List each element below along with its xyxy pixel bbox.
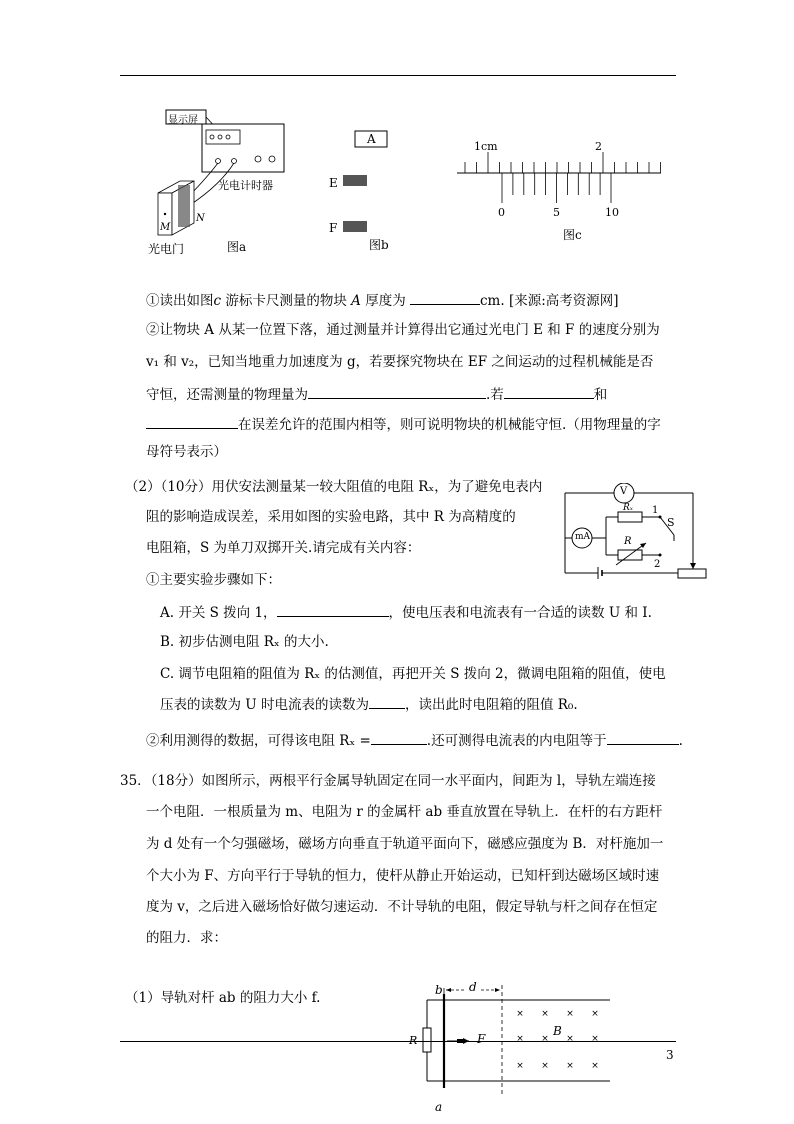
main-scale-2: 2	[595, 140, 602, 153]
q1-line6: 母符号表示）	[146, 444, 227, 460]
q2-step-b: B. 初步估测电阻 Rₓ 的大小.	[160, 634, 329, 650]
q35-line1: 35．（18分）如图所示，两根平行金属导轨固定在同一水平面内，间距为 l，导轨左端连接	[120, 773, 656, 789]
q2-line3: 电阻箱，S 为单刀双掷开关.请完成有关内容：	[146, 540, 421, 556]
circuit-figure	[560, 483, 710, 583]
field-cross: ×	[516, 1034, 524, 1044]
gate-e-label: E	[329, 176, 338, 190]
block-a-label: A	[367, 132, 376, 146]
q2-step-a: A. 开关 S 拨向 1， ，使电压表和电流表有一合适的读数 U 和 I.	[160, 602, 652, 623]
ammeter-label: mA	[575, 532, 591, 542]
field-cross: ×	[566, 1034, 574, 1044]
q2-step-c2: 压表的读数为 U 时电流表的读数为 ，读出此时电阻箱的阻值 R₀.	[160, 694, 578, 715]
answer-blank-expr2[interactable]	[146, 414, 238, 429]
answer-blank-expr1[interactable]	[504, 384, 594, 399]
switch-pos2: 2	[654, 559, 661, 570]
rails-diagram	[405, 980, 620, 1120]
r-label: R	[624, 536, 632, 547]
vernier-caliper	[455, 140, 670, 240]
rx-label: Rₓ	[623, 503, 633, 513]
vernier-5: 5	[553, 206, 560, 219]
main-scale-1cm: 1cm	[474, 140, 498, 153]
q35-sub1: （1）导轨对杆 ab 的阻力大小 f.	[125, 990, 321, 1006]
field-cross: ×	[541, 1009, 549, 1019]
field-cross: ×	[541, 1061, 549, 1071]
rod-b-label: b	[435, 983, 443, 997]
page-number: 3	[666, 1048, 674, 1062]
answer-blank-quantity[interactable]	[308, 384, 486, 399]
q2-step-c1: C. 调节电阻箱的阻值为 Rₓ 的估测值，再把开关 S 拨向 2，微调电阻箱的阻值，使电	[160, 666, 666, 682]
q2-line1: （2）（10分）用伏安法测量某一较大阻值的电阻 Rₓ，为了避免电表内	[125, 479, 543, 495]
blocks-diagram	[325, 128, 405, 258]
header-rule	[120, 75, 676, 76]
q2-line5: ②利用测得的数据，可得该电阻 Rₓ = .还可测得电流表的内电阻等于 .	[146, 730, 683, 751]
force-label: F	[477, 1032, 486, 1046]
figure-b	[325, 128, 405, 258]
field-cross: ×	[591, 1009, 599, 1019]
q35-line5: 度为 v，之后进入磁场恰好做匀速运动．不计导轨的电阻，假定导轨与杆之间存在恒定	[146, 899, 658, 915]
answer-blank-rx[interactable]	[371, 730, 427, 745]
q2-line2: 阻的影响造成误差，采用如图的实验电路，其中 R 为高精度的	[146, 509, 516, 525]
q35-line3: 为 d 处有一个匀强磁场，磁场方向垂直于轨道平面向下，磁感应强度为 B．对杆施加一	[146, 836, 664, 852]
d-label: d	[469, 980, 477, 994]
q1-line3: v₁ 和 v₂，已知当地重力加速度为 g，若要探究物块在 EF 之间运动的过程机械能是否	[146, 354, 654, 370]
caption-b: 图b	[369, 238, 389, 252]
answer-blank-current[interactable]	[369, 694, 405, 709]
gate-f-label: F	[329, 221, 338, 235]
rails-figure	[405, 980, 620, 1120]
q2-line4: ①主要实验步骤如下：	[146, 572, 281, 588]
voltmeter-label: V	[620, 486, 628, 497]
caption-a: 图a	[227, 240, 247, 254]
q1-line5: 在误差允许的范围内相等，则可说明物块的机械能守恒.（用物理量的字	[146, 414, 661, 435]
rod-a-label: a	[435, 1100, 443, 1114]
switch-pos1: 1	[652, 505, 659, 516]
field-cross: ×	[516, 1061, 524, 1071]
answer-blank-thickness[interactable]	[410, 290, 480, 305]
footer-rule	[120, 1041, 676, 1042]
q35-line6: 的阻力．求：	[146, 930, 227, 946]
field-cross: ×	[516, 1009, 524, 1019]
field-cross: ×	[591, 1034, 599, 1044]
q35-line2: 一个电阻．一根质量为 m、电阻为 r 的金属杆 ab 垂直放置在导轨上．在杆的右方距杆	[146, 804, 663, 820]
r-label: R	[409, 1034, 418, 1047]
figure-a	[150, 105, 290, 255]
q1-line4: 守恒，还需测量的物理量为 .若 和	[146, 384, 607, 405]
timer-label: 光电计时器	[218, 179, 273, 192]
q1-line1: ①读出如图c 游标卡尺测量的物块 A 厚度为 cm. [来源:高考资源网]	[146, 290, 619, 311]
field-cross: ×	[541, 1034, 549, 1044]
letter-n: N	[196, 213, 205, 224]
field-cross: ×	[566, 1009, 574, 1019]
display-label: 显示屏	[168, 115, 198, 126]
field-cross: ×	[566, 1061, 574, 1071]
caption-c: 图c	[563, 228, 582, 242]
letter-m: M	[160, 222, 171, 233]
switch-s-label: S	[667, 516, 675, 529]
gate-label: 光电门	[148, 242, 185, 256]
figure-c	[455, 140, 670, 250]
q35-line4: 个大小为 F、方向平行于导轨的恒力，使杆从静止开始运动，已知杆到达磁场区域时速	[146, 868, 660, 884]
answer-blank-ammeter-r[interactable]	[607, 730, 679, 745]
field-b-label: B	[553, 1024, 562, 1038]
field-cross: ×	[591, 1061, 599, 1071]
answer-blank-step-a[interactable]	[277, 602, 389, 617]
q1-line2: ②让物块 A 从某一位置下落，通过测量并计算得出它通过光电门 E 和 F 的速度分别为	[146, 322, 660, 338]
vernier-10: 10	[605, 206, 619, 219]
vernier-0: 0	[498, 206, 505, 219]
